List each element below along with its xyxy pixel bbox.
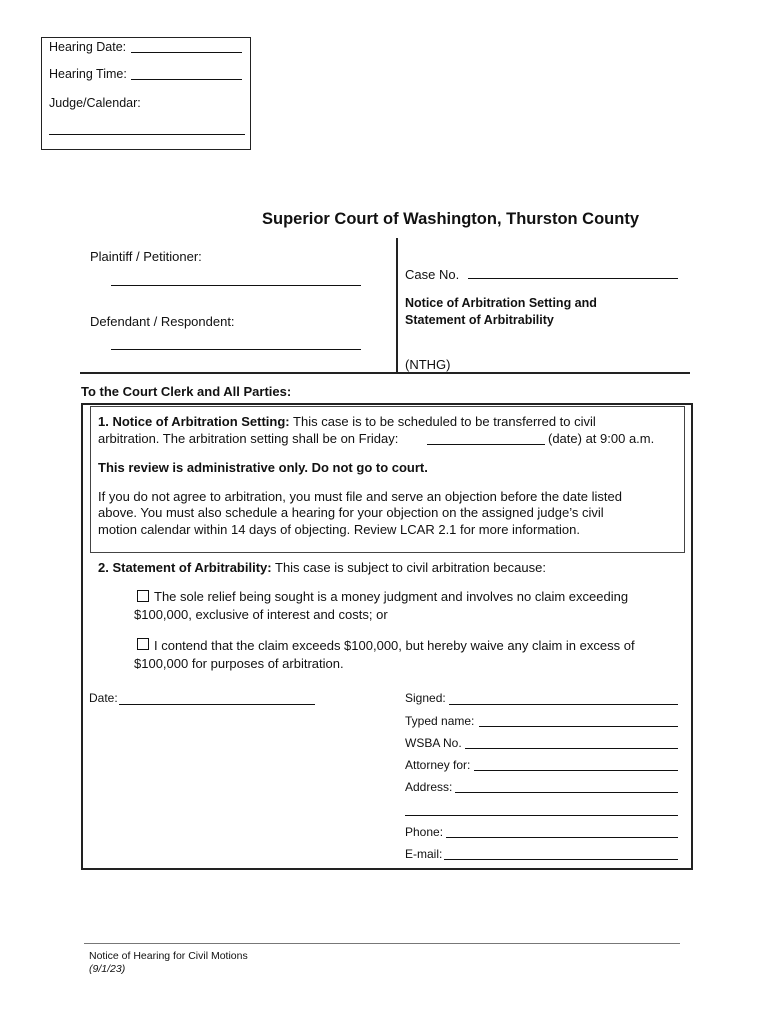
section1-line1-text: This case is to be scheduled to be transferred to civil bbox=[293, 414, 596, 429]
document-title-line2: Statement of Arbitrability bbox=[405, 313, 554, 327]
objection-para-line2: above. You must also schedule a hearing for your objection on the assigned judge’s civil bbox=[98, 505, 604, 520]
section2-heading: 2. Statement of Arbitrability: bbox=[98, 560, 272, 575]
footer-rule bbox=[84, 943, 680, 944]
option2-line1: I contend that the claim exceeds $100,000, but hereby waive any claim in excess of bbox=[154, 638, 635, 653]
case-no-label: Case No. bbox=[405, 267, 460, 282]
defendant-label: Defendant / Respondent: bbox=[90, 314, 235, 329]
section1-line2-end: (date) at 9:00 a.m. bbox=[548, 431, 655, 446]
defendant-field[interactable] bbox=[111, 349, 361, 350]
address-label: Address: bbox=[405, 780, 453, 794]
to-line: To the Court Clerk and All Parties: bbox=[81, 384, 292, 399]
typed-name-label: Typed name: bbox=[405, 714, 475, 728]
attorney-for-label: Attorney for: bbox=[405, 758, 471, 772]
section2-heading-text: This case is subject to civil arbitration because: bbox=[275, 560, 546, 575]
option2-checkbox[interactable] bbox=[137, 638, 149, 650]
section1-line1 bbox=[98, 414, 596, 431]
date-label: Date: bbox=[89, 691, 118, 705]
option1-checkbox[interactable] bbox=[137, 590, 149, 602]
typed-name-field[interactable] bbox=[479, 726, 678, 727]
objection-para-line3: motion calendar within 14 days of objecting. Review LCAR 2.1 for more information. bbox=[98, 522, 580, 537]
signed-field[interactable] bbox=[449, 704, 678, 705]
hearing-time-label: Hearing Time: bbox=[49, 67, 127, 81]
section1-line2-start: arbitration. The arbitration setting shall be on Friday: bbox=[98, 431, 399, 446]
address-field-line2[interactable] bbox=[405, 815, 678, 816]
wsba-label: WSBA No. bbox=[405, 736, 462, 750]
hearing-date-field[interactable] bbox=[131, 52, 242, 53]
arbitration-date-field[interactable] bbox=[427, 444, 545, 445]
footer-form-name: Notice of Hearing for Civil Motions bbox=[89, 950, 248, 962]
attorney-for-field[interactable] bbox=[474, 770, 678, 771]
plaintiff-field[interactable] bbox=[111, 285, 361, 286]
email-field[interactable] bbox=[444, 859, 678, 860]
judge-calendar-field[interactable] bbox=[49, 134, 245, 135]
phone-field[interactable] bbox=[446, 837, 678, 838]
document-title-line1: Notice of Arbitration Setting and bbox=[405, 296, 597, 310]
phone-label: Phone: bbox=[405, 825, 444, 839]
court-title: Superior Court of Washington, Thurston County bbox=[262, 210, 640, 228]
case-no-field[interactable] bbox=[468, 278, 678, 279]
hearing-time-field[interactable] bbox=[131, 79, 242, 80]
footer-form-date: (9/1/23) bbox=[89, 963, 126, 975]
address-field[interactable] bbox=[455, 792, 678, 793]
option2-line2: $100,000 for purposes of arbitration. bbox=[134, 656, 344, 671]
document-code: (NTHG) bbox=[405, 357, 451, 372]
hearing-date-label: Hearing Date: bbox=[49, 40, 127, 54]
option1-line1: The sole relief being sought is a money judgment and involves no claim exceeding bbox=[154, 589, 629, 604]
section1-heading: 1. Notice of Arbitration Setting: bbox=[98, 414, 290, 429]
option1-line2: $100,000, exclusive of interest and costs; or bbox=[134, 607, 388, 622]
caption-divider bbox=[396, 238, 398, 372]
judge-calendar-label: Judge/Calendar: bbox=[49, 96, 141, 110]
objection-para-line1: If you do not agree to arbitration, you must file and serve an objection before the date listed bbox=[98, 489, 622, 504]
wsba-field[interactable] bbox=[465, 748, 678, 749]
caption-bottom-rule bbox=[80, 372, 690, 374]
plaintiff-label: Plaintiff / Petitioner: bbox=[90, 249, 202, 264]
section2-line bbox=[98, 560, 546, 577]
email-label: E-mail: bbox=[405, 847, 443, 861]
date-field[interactable] bbox=[119, 704, 315, 705]
signed-label: Signed: bbox=[405, 691, 446, 705]
admin-notice: This review is administrative only. Do not go to court. bbox=[98, 460, 428, 475]
